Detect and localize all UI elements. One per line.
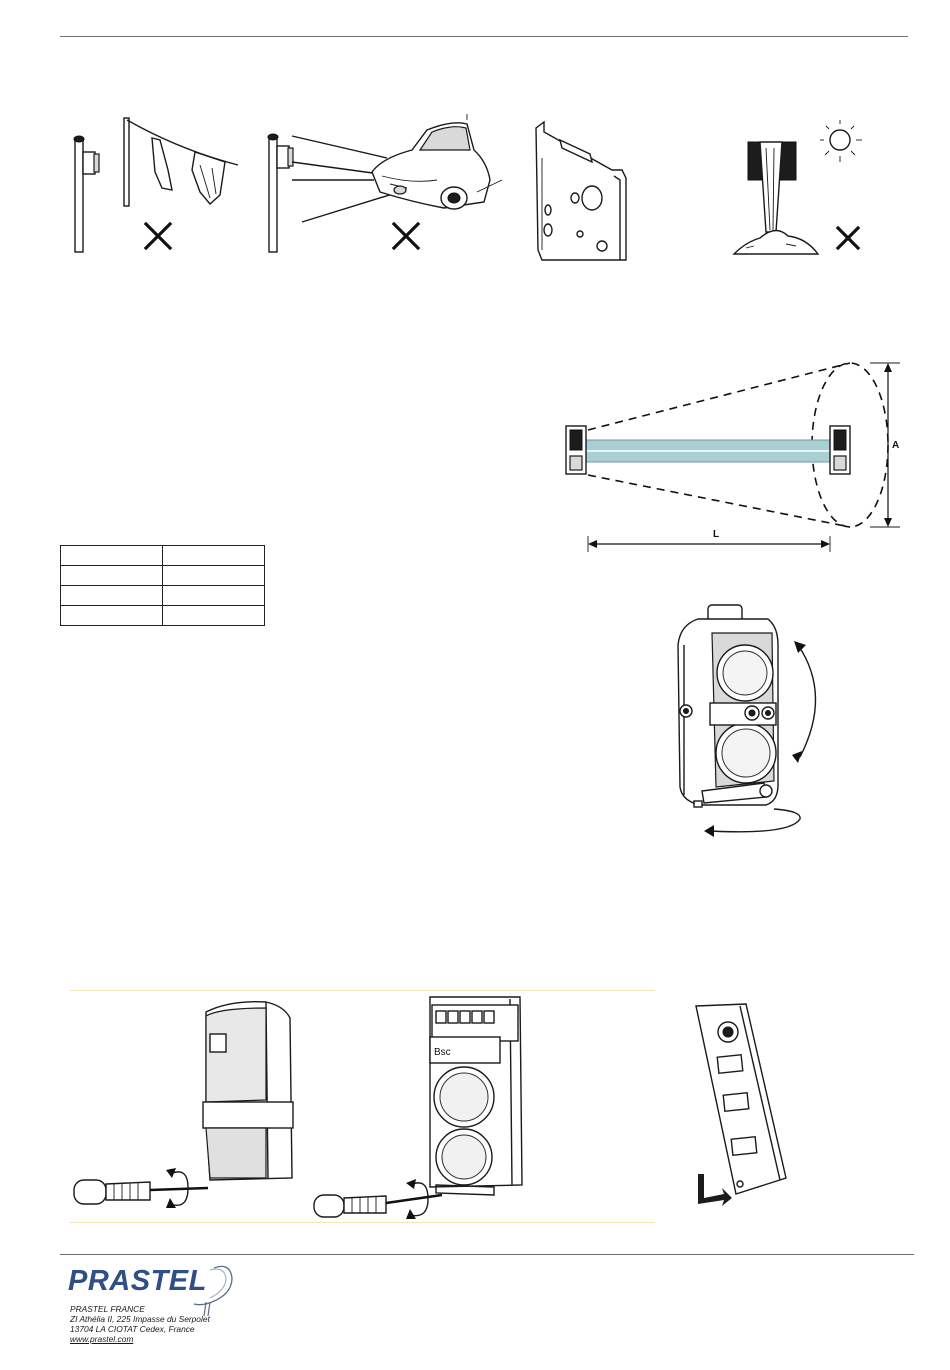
header-rule [60, 36, 908, 37]
table-cell [163, 586, 265, 606]
table-cell [163, 606, 265, 626]
detector-alignment-illustration [660, 605, 840, 845]
illustration-sun-glare [726, 112, 886, 262]
dimension-label-a: A [892, 440, 900, 451]
svg-text:Bsc: Bsc [434, 1047, 451, 1058]
illustration-mounting-plate [530, 118, 640, 263]
illustration-pole-car-headlights [262, 110, 502, 260]
table-cell [61, 566, 163, 586]
table-cell [163, 546, 265, 566]
section-rule-bottom [70, 1222, 655, 1223]
beam-spread-diagram [560, 360, 920, 560]
table-row [61, 586, 265, 606]
range-table [60, 545, 265, 626]
address-line-2: 13704 LA CIOTAT Cedex, France [70, 1324, 195, 1334]
illustration-pole-laundry [60, 110, 240, 260]
cover-removal-illustration [70, 998, 310, 1218]
website-link[interactable]: www.prastel.com [70, 1334, 134, 1344]
table-cell [61, 586, 163, 606]
section-rule-top [70, 990, 655, 991]
table-cell [163, 566, 265, 586]
table-cell [61, 606, 163, 626]
dimension-label-l: L [713, 529, 720, 540]
table-row [61, 546, 265, 566]
table-row [61, 606, 265, 626]
mounting-plate-removal-illustration [690, 998, 810, 1213]
table-cell [61, 546, 163, 566]
address-line-1: ZI Athélia II, 225 Impasse du Serpolet [70, 1314, 210, 1324]
prastel-logo: PRASTEL [68, 1265, 207, 1297]
footer-rule [60, 1254, 914, 1255]
table-row [61, 566, 265, 586]
internal-unit-illustration [310, 995, 550, 1220]
company-name: PRASTEL FRANCE [70, 1304, 145, 1314]
